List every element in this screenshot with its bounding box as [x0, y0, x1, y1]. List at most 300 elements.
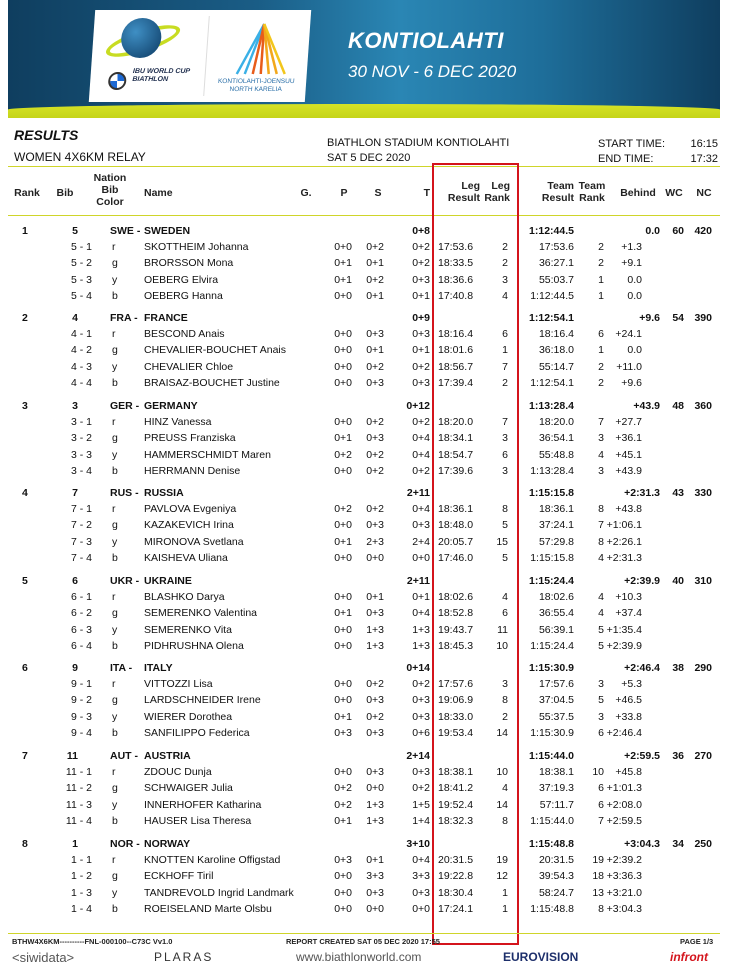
col-name: Name [144, 187, 173, 199]
athlete-behind: +2:39.9 [606, 639, 642, 652]
athlete-behind: +2:08.0 [606, 798, 642, 811]
athlete-s: 0+1 [366, 591, 384, 604]
athlete-team-result: 1:13:28.4 [530, 464, 574, 477]
athlete-team-result: 1:15:44.0 [530, 814, 574, 827]
athlete-team-result: 36:18.0 [538, 344, 574, 357]
athlete-leg-rank: 7 [502, 360, 508, 373]
athlete-behind: +1.3 [621, 241, 642, 254]
athlete-name: ROEISELAND Marte Olsbu [144, 902, 272, 915]
athlete-t: 0+3 [412, 766, 430, 779]
team-team-result: 1:12:44.5 [529, 225, 574, 237]
athlete-team-result: 58:24.7 [538, 886, 574, 899]
athlete-team-rank: 7 [598, 814, 604, 827]
athlete-t: 0+4 [412, 607, 430, 620]
athlete-bib: 6 - 1 [70, 591, 92, 604]
team-behind: +2:46.4 [624, 662, 660, 674]
athlete-team-result: 17:53.6 [538, 241, 574, 254]
team-rank: 2 [22, 312, 28, 324]
athlete-leg-rank: 6 [502, 607, 508, 620]
col-leg-result [444, 180, 480, 204]
athlete-behind: 0.0 [627, 273, 642, 286]
athlete-name: SCHWAIGER Julia [144, 782, 233, 795]
athlete-team-result: 37:04.5 [538, 694, 574, 707]
team-wc: 43 [672, 487, 684, 499]
athlete-color: b [112, 814, 118, 827]
athlete-name: SEMERENKO Vita [144, 623, 232, 636]
athlete-t: 0+2 [412, 678, 430, 691]
athlete-leg-rank: 11 [497, 623, 508, 636]
athlete-bib: 11 - 2 [65, 782, 92, 795]
athlete-s: 0+2 [366, 464, 384, 477]
athlete-team-rank: 6 [598, 798, 604, 811]
athlete-leg-result: 19:52.4 [438, 798, 474, 811]
plaras-logo: PLARAS [154, 950, 214, 964]
athlete-team-result: 1:15:15.8 [530, 551, 574, 564]
athlete-team-result: 37:24.1 [538, 519, 574, 532]
athlete-row [0, 255, 730, 271]
athlete-team-rank: 3 [598, 432, 604, 445]
website-link[interactable]: www.biathlonworld.com [296, 950, 422, 964]
bmw-logo [108, 72, 127, 90]
team-team-result: 1:15:48.8 [529, 838, 574, 850]
athlete-behind: +27.7 [615, 416, 642, 429]
athlete-row [0, 272, 730, 288]
athlete-behind: +43.8 [615, 503, 642, 516]
athlete-behind: +9.6 [621, 376, 642, 389]
athlete-name: CHEVALIER-BOUCHET Anais [144, 344, 286, 357]
athlete-p: 0+0 [334, 639, 352, 652]
athlete-team-result: 36:27.1 [538, 257, 574, 270]
end-time-label: END TIME: [598, 153, 654, 165]
team-bib: 6 [72, 575, 78, 587]
athlete-row [0, 797, 730, 813]
athlete-team-rank: 5 [598, 639, 604, 652]
athlete-team-rank: 19 [592, 854, 604, 867]
athlete-leg-rank: 5 [502, 519, 508, 532]
athlete-leg-rank: 8 [502, 503, 508, 516]
team-name: ITALY [144, 662, 173, 674]
athlete-color: r [112, 503, 116, 516]
athlete-leg-result: 18:45.3 [438, 639, 474, 652]
siwidata-logo: <siwidata> [12, 950, 75, 965]
athlete-color: y [112, 360, 118, 373]
athlete-leg-rank: 3 [502, 273, 508, 286]
athlete-leg-result: 18:54.7 [438, 448, 474, 461]
athlete-color: g [112, 782, 118, 795]
team-row [0, 310, 730, 326]
athlete-leg-rank: 1 [502, 886, 508, 899]
athlete-team-rank: 1 [598, 273, 604, 286]
team-t: 2+11 [406, 575, 430, 587]
athlete-behind: +11.0 [616, 360, 642, 373]
team-name: UKRAINE [144, 575, 192, 587]
header-rule-bottom [8, 215, 720, 216]
athlete-s: 1+3 [366, 639, 384, 652]
athlete-team-result: 55:48.8 [538, 448, 574, 461]
col-nation-label: Nation [93, 172, 127, 184]
athlete-row [0, 676, 730, 692]
col-s: S [374, 187, 382, 199]
athlete-name: KAISHEVA Uliana [144, 551, 228, 564]
team-nation: NOR - [110, 838, 140, 850]
col-leg-rank-l1: Leg [491, 180, 510, 192]
athlete-leg-rank: 10 [496, 766, 508, 779]
athlete-leg-result: 18:41.2 [438, 782, 474, 795]
athlete-leg-result: 18:33.5 [438, 257, 474, 270]
karelia-fan-logo [231, 22, 295, 76]
athlete-team-result: 36:55.4 [538, 607, 574, 620]
athlete-t: 0+2 [412, 464, 430, 477]
athlete-team-result: 18:02.6 [538, 591, 574, 604]
athlete-leg-result: 20:31.5 [438, 854, 474, 867]
athlete-team-result: 1:15:48.8 [530, 902, 574, 915]
athlete-bib: 5 - 1 [70, 241, 92, 254]
athlete-t: 1+4 [412, 814, 430, 827]
footer-report-created: REPORT CREATED SAT 05 DEC 2020 17:55 [286, 937, 440, 946]
athlete-leg-rank: 8 [502, 694, 508, 707]
ibu-logo-text: IBU WORLD CUP BIATHLON [132, 68, 191, 83]
athlete-leg-rank: 5 [502, 551, 508, 564]
team-row [0, 836, 730, 852]
athlete-leg-result: 20:05.7 [438, 535, 474, 548]
athlete-color: y [112, 623, 118, 636]
athlete-s: 0+3 [366, 328, 384, 341]
athlete-team-rank: 10 [592, 766, 604, 779]
athlete-s: 0+1 [366, 344, 384, 357]
athlete-name: SEMERENKO Valentina [144, 607, 258, 620]
footer-code: BTHW4X6KM----------FNL-000100--C73C Vv1.0 [12, 937, 173, 946]
athlete-behind: +9.1 [621, 257, 642, 270]
athlete-t: 0+1 [412, 289, 430, 302]
team-team-result: 1:15:24.4 [529, 575, 574, 587]
athlete-s: 0+2 [366, 273, 384, 286]
athlete-p: 0+0 [334, 694, 352, 707]
header-rule-top [8, 166, 720, 167]
athlete-team-result: 55:14.7 [538, 360, 574, 373]
athlete-name: HERRMANN Denise [144, 464, 241, 477]
athlete-team-rank: 5 [598, 694, 604, 707]
athlete-bib: 5 - 2 [70, 257, 92, 270]
athlete-name: ZDOUC Dunja [144, 766, 212, 779]
athlete-bib: 9 - 1 [70, 678, 92, 691]
athlete-name: WIERER Dorothea [144, 710, 233, 723]
athlete-bib: 6 - 4 [70, 639, 92, 652]
athlete-bib: 4 - 1 [70, 328, 92, 341]
athlete-s: 0+3 [366, 766, 384, 779]
team-nc: 420 [694, 225, 712, 237]
athlete-team-result: 1:15:24.4 [530, 639, 574, 652]
team-nc: 250 [694, 838, 712, 850]
athlete-row [0, 622, 730, 638]
col-t: T [423, 187, 430, 199]
athlete-bib: 6 - 2 [70, 607, 92, 620]
athlete-behind: +33.8 [615, 710, 642, 723]
banner-venue: KONTIOLAHTI [348, 28, 504, 53]
athlete-color: y [112, 273, 118, 286]
athlete-s: 1+3 [366, 623, 384, 636]
athlete-p: 0+1 [334, 814, 352, 827]
athlete-team-result: 1:15:30.9 [530, 726, 574, 739]
athlete-leg-result: 17:40.8 [438, 289, 474, 302]
athlete-team-rank: 3 [598, 710, 604, 723]
team-name: RUSSIA [144, 487, 184, 499]
athlete-name: BRAISAZ-BOUCHET Justine [144, 376, 280, 389]
athlete-t: 0+3 [412, 710, 430, 723]
team-team-result: 1:13:28.4 [529, 400, 574, 412]
athlete-bib: 3 - 1 [70, 416, 92, 429]
athlete-name: OEBERG Hanna [144, 289, 223, 302]
team-rank: 4 [22, 487, 28, 499]
team-team-result: 1:15:44.0 [529, 750, 574, 762]
athlete-p: 0+0 [334, 360, 352, 373]
athlete-leg-result: 18:20.0 [438, 416, 474, 429]
athlete-s: 0+3 [366, 376, 384, 389]
athlete-row [0, 813, 730, 829]
athlete-t: 3+3 [412, 870, 430, 883]
athlete-p: 0+0 [334, 766, 352, 779]
athlete-team-result: 17:57.6 [538, 678, 574, 691]
athlete-t: 1+3 [412, 623, 430, 636]
athlete-name: BLASHKO Darya [144, 591, 225, 604]
athlete-leg-result: 18:33.0 [438, 710, 474, 723]
athlete-color: b [112, 289, 118, 302]
team-bib: 11 [66, 750, 78, 762]
athlete-behind: +1:35.4 [606, 623, 642, 636]
athlete-p: 0+0 [334, 328, 352, 341]
athlete-team-result: 55:37.5 [538, 710, 574, 723]
col-team-rank-l2: Rank [579, 192, 605, 204]
athlete-behind: +3:04.3 [606, 902, 642, 915]
karelia-logo-text: KONTIOLAHTI-JOENSUU NORTH KARELIA [217, 78, 295, 93]
athlete-bib: 6 - 3 [70, 623, 92, 636]
col-bib: Bib [56, 187, 74, 199]
athlete-leg-rank: 6 [502, 328, 508, 341]
athlete-color: g [112, 257, 118, 270]
athlete-name: HAMMERSCHMIDT Maren [144, 448, 271, 461]
athlete-leg-rank: 7 [502, 416, 508, 429]
athlete-row [0, 430, 730, 446]
athlete-row [0, 501, 730, 517]
team-nc: 270 [694, 750, 712, 762]
athlete-color: g [112, 694, 118, 707]
athlete-leg-result: 19:43.7 [438, 623, 474, 636]
athlete-s: 0+2 [366, 416, 384, 429]
team-team-result: 1:12:54.1 [529, 312, 574, 324]
athlete-leg-result: 18:36.1 [438, 503, 474, 516]
athlete-row [0, 725, 730, 741]
athlete-row [0, 463, 730, 479]
logo-divider [203, 16, 210, 96]
athlete-color: y [112, 886, 118, 899]
athlete-name: KNOTTEN Karoline Offigstad [144, 854, 281, 867]
athlete-s: 0+3 [366, 607, 384, 620]
athlete-color: r [112, 678, 116, 691]
col-team-result-l1: Team [547, 180, 574, 192]
athlete-p: 0+3 [334, 726, 352, 739]
athlete-s: 1+3 [366, 814, 384, 827]
col-leg-rank [482, 180, 510, 204]
team-rank: 1 [22, 225, 28, 237]
athlete-leg-rank: 2 [502, 257, 508, 270]
athlete-team-result: 18:36.1 [538, 503, 574, 516]
athlete-team-rank: 6 [598, 782, 604, 795]
athlete-s: 3+3 [366, 870, 384, 883]
athlete-bib: 5 - 4 [70, 289, 92, 302]
col-p: P [340, 187, 348, 199]
athlete-t: 0+3 [412, 328, 430, 341]
event-name: WOMEN 4X6KM RELAY [14, 150, 146, 164]
col-team-result-l2: Result [541, 192, 574, 204]
athlete-t: 2+4 [412, 535, 430, 548]
team-wc: 34 [672, 838, 684, 850]
athlete-leg-result: 17:57.6 [438, 678, 474, 691]
athlete-p: 0+0 [334, 464, 352, 477]
athlete-t: 0+2 [412, 257, 430, 270]
athlete-name: CHEVALIER Chloe [144, 360, 234, 373]
athlete-leg-result: 18:32.3 [438, 814, 474, 827]
athlete-s: 0+2 [366, 678, 384, 691]
athlete-s: 0+1 [366, 257, 384, 270]
start-time-label: START TIME: [598, 138, 666, 150]
team-name: AUSTRIA [144, 750, 191, 762]
col-team-result [538, 180, 574, 204]
athlete-leg-result: 18:56.7 [438, 360, 474, 373]
athlete-name: VITTOZZI Lisa [144, 678, 213, 691]
athlete-t: 0+1 [412, 344, 430, 357]
venue-name: BIATHLON STADIUM KONTIOLAHTI [327, 137, 510, 149]
athlete-leg-rank: 6 [502, 448, 508, 461]
athlete-row [0, 239, 730, 255]
col-rank: Rank [14, 187, 40, 199]
athlete-bib: 9 - 3 [70, 710, 92, 723]
athlete-bib: 4 - 2 [70, 344, 92, 357]
col-leg-result-l2: Result [447, 192, 480, 204]
athlete-leg-rank: 8 [502, 814, 508, 827]
team-wc: 40 [672, 575, 684, 587]
athlete-t: 0+3 [412, 376, 430, 389]
infront-logo: infront [670, 950, 708, 964]
athlete-color: g [112, 344, 118, 357]
athlete-s: 0+0 [366, 551, 384, 564]
logo-card [89, 10, 311, 102]
athlete-p: 0+0 [334, 591, 352, 604]
athlete-behind: +2:31.3 [606, 551, 642, 564]
athlete-t: 0+3 [412, 273, 430, 286]
athlete-leg-result: 18:02.6 [438, 591, 474, 604]
athlete-p: 0+0 [334, 416, 352, 429]
athlete-color: b [112, 639, 118, 652]
athlete-name: HINZ Vanessa [144, 416, 212, 429]
athlete-team-rank: 7 [598, 519, 604, 532]
athlete-team-result: 1:12:54.1 [530, 376, 574, 389]
team-behind: 0.0 [645, 225, 660, 237]
athlete-behind: +2:39.2 [606, 854, 642, 867]
athlete-row [0, 780, 730, 796]
athlete-t: 0+4 [412, 448, 430, 461]
team-nc: 330 [694, 487, 712, 499]
athlete-bib: 11 - 1 [65, 766, 92, 779]
athlete-t: 0+0 [412, 551, 430, 564]
athlete-bib: 3 - 4 [70, 464, 92, 477]
athlete-bib: 4 - 3 [70, 360, 92, 373]
athlete-row [0, 447, 730, 463]
athlete-t: 1+3 [412, 639, 430, 652]
team-nation: UKR - [110, 575, 140, 587]
col-leg-rank-l2: Rank [484, 192, 510, 204]
team-row [0, 485, 730, 501]
athlete-team-result: 1:12:44.5 [530, 289, 574, 302]
athlete-team-rank: 2 [598, 376, 604, 389]
team-team-result: 1:15:30.9 [529, 662, 574, 674]
athlete-team-rank: 5 [598, 623, 604, 636]
athlete-name: PIDHRUSHNA Olena [144, 639, 244, 652]
team-t: 2+11 [406, 487, 430, 499]
athlete-color: r [112, 328, 116, 341]
athlete-behind: +3:21.0 [606, 886, 642, 899]
athlete-bib: 7 - 3 [70, 535, 92, 548]
team-rank: 8 [22, 838, 28, 850]
team-bib: 5 [72, 225, 78, 237]
footer-rule [8, 933, 720, 934]
athlete-color: g [112, 519, 118, 532]
athlete-s: 0+2 [366, 503, 384, 516]
team-bib: 7 [72, 487, 78, 499]
athlete-team-result: 55:03.7 [538, 273, 574, 286]
athlete-bib: 5 - 3 [70, 273, 92, 286]
athlete-team-rank: 6 [598, 328, 604, 341]
athlete-p: 0+2 [334, 782, 352, 795]
team-nation: RUS - [110, 487, 139, 499]
team-name: GERMANY [144, 400, 198, 412]
team-rank: 7 [22, 750, 28, 762]
team-team-result: 1:15:15.8 [529, 487, 574, 499]
athlete-p: 0+0 [334, 344, 352, 357]
athlete-team-rank: 8 [598, 503, 604, 516]
athlete-team-rank: 4 [598, 551, 604, 564]
athlete-color: b [112, 726, 118, 739]
athlete-leg-rank: 2 [502, 376, 508, 389]
athlete-row [0, 709, 730, 725]
athlete-p: 0+0 [334, 902, 352, 915]
athlete-team-result: 37:19.3 [538, 782, 574, 795]
athlete-bib: 1 - 4 [70, 902, 92, 915]
athlete-team-rank: 4 [598, 448, 604, 461]
athlete-row [0, 852, 730, 868]
eurovision-logo: EUROVISION [503, 950, 579, 964]
team-nation: AUT - [110, 750, 138, 762]
athlete-row [0, 692, 730, 708]
athlete-t: 0+2 [412, 360, 430, 373]
team-nation: FRA - [110, 312, 138, 324]
athlete-name: BRORSSON Mona [144, 257, 234, 270]
athlete-behind: +1:01.3 [606, 782, 642, 795]
athlete-name: TANDREVOLD Ingrid Landmark [144, 886, 294, 899]
athlete-s: 0+2 [366, 710, 384, 723]
athlete-team-rank: 18 [592, 870, 604, 883]
athlete-p: 0+1 [334, 607, 352, 620]
athlete-p: 0+1 [334, 273, 352, 286]
athlete-t: 0+0 [412, 902, 430, 915]
athlete-behind: +2:26.1 [606, 535, 642, 548]
athlete-behind: +1:06.1 [606, 519, 642, 532]
athlete-team-result: 57:29.8 [538, 535, 574, 548]
athlete-p: 0+1 [334, 257, 352, 270]
athlete-row [0, 764, 730, 780]
team-rank: 5 [22, 575, 28, 587]
athlete-name: KAZAKEVICH Irina [144, 519, 234, 532]
team-bib: 1 [72, 838, 78, 850]
col-g: G. [300, 187, 312, 199]
